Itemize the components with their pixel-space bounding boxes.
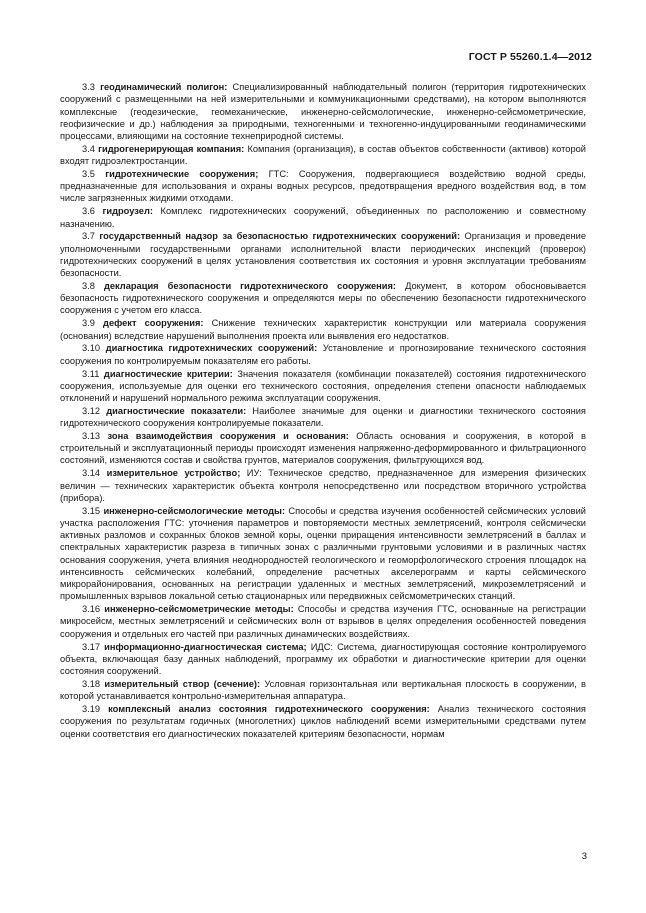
- definition-number: 3.19: [82, 704, 101, 714]
- definition-paragraph: [60, 467, 586, 504]
- definition-text: Анализ технического состояния сооружения по результатам годичных (многолетних) циклов наблюдений всеми измерительными средствами путем оценки соответствия его диагностических показателей критериям безопасности, нормам: [60, 704, 586, 739]
- definition-paragraph: [60, 505, 586, 603]
- definition-term: инженерно-сейсмометрические методы:: [104, 604, 294, 615]
- definition-text: Комплекс гидротехнических сооружений, объединенных по расположению и совместному назначению.: [60, 206, 586, 229]
- definition-paragraph: [60, 143, 586, 168]
- definition-number: 3.6: [82, 206, 95, 217]
- definition-paragraph: [60, 280, 586, 317]
- definition-text: Условная горизонтальная или вертикальная плоскость в сооружении, в которой устанавливается контрольно-измерительная аппаратура.: [60, 678, 586, 702]
- definition-term: информационно-диагностическая система;: [104, 641, 307, 652]
- definition-text: ИДС: Система, диагностирующая состояние контролируемого объекта, включающая базу данных наблюдений, программу их обработки и диагностические критерии для оценки состояния сооружений.: [60, 641, 587, 677]
- definition-text: Документ, в котором обосновывается безопасность гидротехнического сооружения и определяются меры по обеспечению безопасности гидротехнического сооружения с учетом его класса.: [60, 280, 586, 316]
- definition-term: инженерно-сейсмологические методы:: [103, 505, 286, 516]
- definition-term: диагностические критерии:: [103, 368, 233, 379]
- definition-paragraph: [60, 317, 586, 342]
- definition-number: 3.13: [82, 430, 101, 441]
- definition-text: ИУ: Техническое средство, предназначенное для измерения физических величин — технических характеристик объекта контроля непосредственно или посредством вторичного устройства (прибора).: [60, 468, 586, 503]
- definitions-list: [60, 81, 586, 740]
- definition-text: Наиболее значимые для оценки и диагностики технического состояния гидротехнического сооружения контролируемые показатели.: [60, 405, 586, 429]
- definition-term: зона взаимодействия сооружения и основания:: [107, 430, 349, 441]
- definition-number: 3.8: [82, 280, 95, 291]
- definition-term: государственный надзор за безопасностью гидротехнических сооружений:: [99, 231, 461, 242]
- definition-number: 3.15: [82, 505, 101, 516]
- definition-number: 3.10: [82, 343, 101, 354]
- definition-paragraph: [60, 703, 586, 740]
- definition-number: 3.17: [82, 641, 101, 652]
- definition-term: измерительный створ (сечение):: [104, 678, 261, 689]
- definition-term: комплексный анализ состояния гидротехнического сооружения:: [108, 704, 430, 714]
- definition-paragraph: [60, 342, 586, 367]
- standard-code: ГОСТ Р 55260.1.4—2012: [468, 51, 592, 63]
- definition-text: Организация и проведение уполномоченными государственными органами исполнительной власти периодических инспекций (проверок) гидротехнических сооружений в целях установления соответствия их состояния и уровня эксплуатации требованиям безопасности.: [60, 231, 587, 279]
- definition-paragraph: [60, 603, 586, 640]
- definition-number: 3.5: [82, 168, 95, 179]
- definition-paragraph: [60, 81, 586, 142]
- definition-paragraph: [60, 368, 586, 405]
- definition-paragraph: [60, 430, 586, 467]
- definition-text: Установление и прогнозирование технического состояния сооружения по контролируемым показателям его работы.: [60, 343, 586, 366]
- definition-number: 3.9: [82, 318, 95, 329]
- definition-number: 3.7: [82, 231, 95, 242]
- definition-paragraph: [60, 678, 586, 703]
- definition-term: геодинамический полигон:: [100, 82, 228, 92]
- definition-paragraph: [60, 230, 586, 279]
- definition-text: Снижение технических характеристик конструкции или материала сооружения (основания) вследствие нарушений выполнения проекта или выявления его недостатков.: [60, 318, 586, 341]
- definition-term: дефект сооружения:: [103, 318, 204, 329]
- definition-text: Способы и средства изучения ГТС, основанные на регистрации микросейсм, местных землетрясений и сейсмических волн от взрывов в целях определения особенностей поведения сооружения и отдельных его частей при различных динамических воздействиях.: [60, 604, 586, 639]
- definition-text: Способы и средства изучения особенностей сейсмических условий участка расположения ГТС: уточнения параметров и повторяемости местных землетрясений, контроля сейсмически активных разломов и сохранных блоков земной коры, оценки приращения интенсивности землетрясений в баллах и спектральных характеристик разреза в типичных зонах с различными грунтовыми условиями и в различных частях основания сооружения, учета влияния неоднородностей геологического и геоморфологического строения площадок на интенсивность сейсмических колебаний, определение расчетных акселерограмм и карты сейсмического микрорайонирования, основанных на регистрации удаленных и местных землетрясений, микроземлетрясений и промышленных взрывов локальной сетью стационарных или передвижных сейсмометрических станций.: [60, 505, 586, 602]
- definition-paragraph: [60, 641, 586, 678]
- definition-text: Компания (организация), в состав объектов собственности (активов) которой входят гидроэлектростанции.: [60, 143, 586, 167]
- definition-term: декларация безопасности гидротехнического сооружения:: [103, 280, 397, 291]
- definition-paragraph: [60, 168, 586, 205]
- definition-number: 3.12: [82, 405, 101, 416]
- definition-text: Область основания и сооружения, в которой в строительный и эксплуатационный периоды происходят изменения напряженно-деформированного и фильтрационного состояний, изменяются состав и свойства грунтов, материалов сооружения, фильтрующихся вод.: [60, 430, 586, 466]
- definition-term: гидротехнические сооружения;: [105, 168, 259, 179]
- definition-paragraph: [60, 405, 586, 430]
- definition-text: Специализированный наблюдательный полигон (территория гидротехнических сооружений с размещенными на ней измерительными и коммуникационными средствами), на котором выполняются комплексные (геодезические, геомеханические, инженерно-сейсмологические, инженерно-сейсмометрические, геофизические и др.) наблюдения за природными, техногенными и техногенно-индуцированными геодинамическими процессами, влияющими на состояние технеприродной системы.: [60, 82, 586, 141]
- definition-paragraph: [60, 205, 586, 230]
- page-number: 3: [581, 851, 587, 862]
- definition-number: 3.4: [82, 143, 95, 154]
- definition-text: Значения показателя (комбинации показателей) состояния гидротехнического сооружения, используемые для оценки его технического состояния, определения степени опасности наблюдаемых отклонений и нарушений нормального режима эксплуатации сооружения.: [60, 368, 587, 403]
- definition-term: гидроузел:: [102, 206, 153, 217]
- definition-term: гидрогенерирующая компания:: [98, 143, 245, 154]
- definition-number: 3.11: [82, 368, 100, 379]
- definition-term: диагностика гидротехнических сооружений:: [105, 343, 318, 354]
- definition-text: ГТС: Сооружения, подвергающиеся воздействию водной среды, предназначенные для использования и охраны водных ресурсов, предотвращения вредного воздействия вод, в том числе загрязненных жидкими отходами.: [60, 168, 586, 204]
- definition-number: 3.14: [82, 468, 101, 479]
- definition-number: 3.18: [82, 678, 101, 689]
- definition-term: диагностические показатели:: [106, 405, 247, 416]
- definition-term: измерительное устройство;: [106, 468, 241, 479]
- definition-number: 3.16: [82, 604, 101, 615]
- definition-number: 3.3: [82, 82, 95, 92]
